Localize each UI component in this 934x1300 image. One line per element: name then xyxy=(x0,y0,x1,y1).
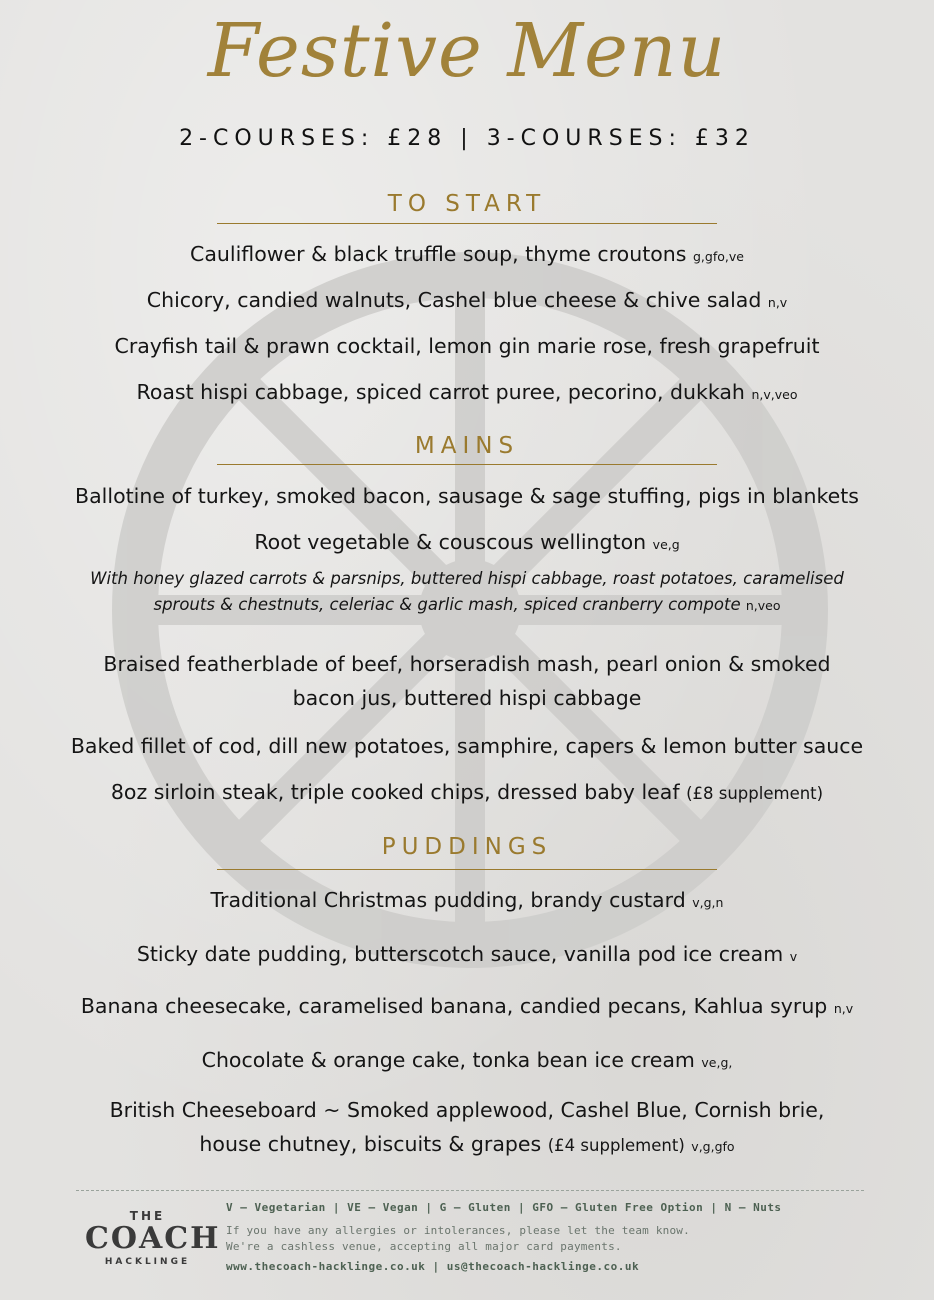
menu-item: Ballotine of turkey, smoked bacon, sausage & sage stuffing, pigs in blankets xyxy=(75,484,859,508)
menu-item: Roast hispi cabbage, spiced carrot puree, pecorino, dukkah n,v,veo xyxy=(136,380,798,404)
dietary-legend: V – Vegetarian | VE – Vegan | G – Gluten | GFO – Gluten Free Option | N – Nuts xyxy=(226,1201,782,1214)
allergy-notice: If you have any allergies or intolerances, please let the team know. xyxy=(226,1224,690,1237)
section-divider xyxy=(217,869,717,870)
footer xyxy=(0,1190,934,1300)
menu-item: Chicory, candied walnuts, Cashel blue cheese & chive salad n,v xyxy=(146,288,788,312)
mains-accompaniments-note: With honey glazed carrots & parsnips, buttered hispi cabbage, roast potatoes, caramelised sprouts & chestnuts, celeriac & garlic mash, spiced cranberry compote n,veo xyxy=(90,569,844,614)
section-heading-mains: MAINS xyxy=(414,433,520,459)
menu-item: Braised featherblade of beef, horseradish mash, pearl onion & smoked bacon jus, buttered hispi cabbage xyxy=(103,652,831,710)
section-divider xyxy=(217,223,717,224)
contact-links[interactable]: www.thecoach-hacklinge.co.uk | us@thecoach-hacklinge.co.uk xyxy=(226,1260,640,1273)
menu-title: Festive Menu xyxy=(207,8,727,94)
menu-item: Traditional Christmas pudding, brandy custard v,g,n xyxy=(210,888,724,912)
menu-item: Banana cheesecake, caramelised banana, candied pecans, Kahlua syrup n,v xyxy=(80,994,854,1018)
menu-item: Sticky date pudding, butterscotch sauce, vanilla pod ice cream v xyxy=(136,942,798,966)
menu-item: Chocolate & orange cake, tonka bean ice cream ve,g, xyxy=(201,1048,733,1072)
menu-item: Baked fillet of cod, dill new potatoes, samphire, capers & lemon butter sauce xyxy=(70,734,864,758)
the-coach-logo: THE COACH HACKLINGE xyxy=(85,1209,221,1267)
menu-item: 8oz sirloin steak, triple cooked chips, dressed baby leaf (£8 supplement) xyxy=(110,780,824,804)
course-prices: 2-COURSES: £28 | 3-COURSES: £32 xyxy=(179,126,755,151)
section-divider xyxy=(217,464,717,465)
menu-item: Crayfish tail & prawn cocktail, lemon gin marie rose, fresh grapefruit xyxy=(114,334,820,358)
section-heading-start: TO START xyxy=(387,191,547,217)
menu-item: British Cheeseboard ~ Smoked applewood, Cashel Blue, Cornish brie, house chutney, biscuits & grapes (£4 supplement) v,g,gfo xyxy=(109,1098,825,1156)
cashless-notice: We're a cashless venue, accepting all major card payments. xyxy=(226,1240,622,1253)
menu-item: Root vegetable & couscous wellington ve,g xyxy=(254,530,680,554)
section-heading-puddings: PUDDINGS xyxy=(381,834,553,860)
menu-item: Cauliflower & black truffle soup, thyme croutons g,gfo,ve xyxy=(190,242,744,266)
